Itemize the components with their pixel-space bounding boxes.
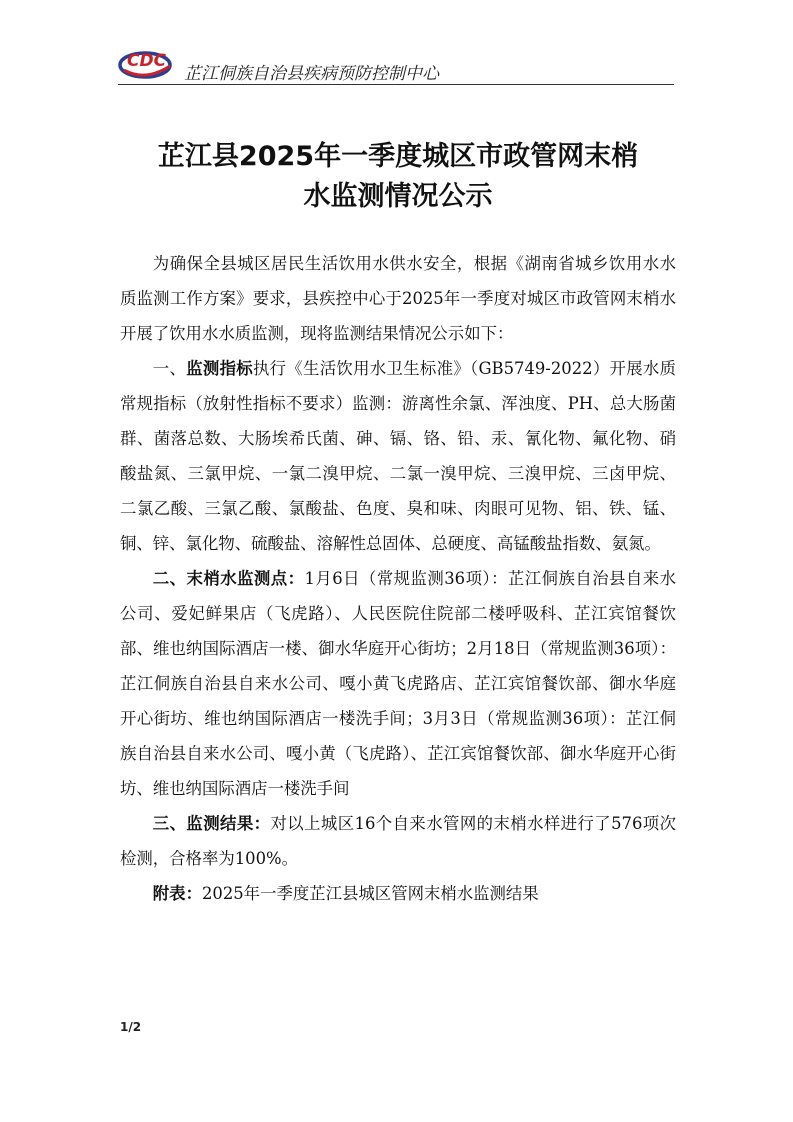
intro-paragraph: 为确保全县城区居民生活饮用水供水安全，根据《湖南省城乡饮用水水质监测工作方案》要求，县疾控中心于2025年一季度对城区市政管网末梢水开展了饮用水水质监测，现将监测结果情况公示如下： [120, 254, 676, 343]
title-line-2: 水监测情况公示 [303, 181, 493, 212]
document-body [120, 246, 676, 911]
appendix-text: 2025年一季度芷江县城区管网末梢水监测结果 [201, 884, 539, 903]
section-indicators [120, 351, 676, 561]
document-title [120, 137, 676, 217]
section-1-prefix: 一、 [152, 359, 187, 378]
section-1-heading: 监测指标 [186, 359, 253, 378]
appendix-line [120, 876, 676, 911]
section-3-text: 对以上城区16个自来水管网的末梢水样进行了576项次检测，合格率为100%。 [120, 814, 677, 868]
cdc-logo-icon [118, 40, 180, 82]
page-number: 1/2 [120, 1020, 142, 1034]
header-divider [118, 84, 674, 85]
section-2-text: 1月6日（常规监测36项）：芷江侗族自治县自来水公司、爱妃鲜果店（飞虎路）、人民医院住院部二楼呼吸科、芷江宾馆餐饮部、维也纳国际酒店一楼、御水华庭开心街坊；2月18日（常规监测36项）：芷江侗族自治县自来水公司、嘎小黄飞虎路店、芷江宾馆餐饮部、御水华庭开心街坊、维也纳国际酒店一楼洗手间；3月3日（常规监测36项）：芷江侗族自治县自来水公司、嘎小黄（飞虎路）、芷江宾馆餐饮部、御水华庭开心街坊、维也纳国际酒店一楼洗手间 [120, 569, 676, 798]
section-results [120, 806, 676, 876]
page-header [118, 40, 674, 86]
section-1-text: 执行《生活饮用水卫生标准》（GB5749-2022）开展水质常规指标（放射性指标不要求）监测：游离性余氯、浑浊度、PH、总大肠菌群、菌落总数、大肠埃希氏菌、砷、镉、铬、铅、汞、氰化物、氟化物、硝酸盐氮、三氯甲烷、一氯二溴甲烷、二氯一溴甲烷、三溴甲烷、三卤甲烷、二氯乙酸、三氯乙酸、氯酸盐、色度、臭和味、肉眼可见物、铝、铁、锰、铜、锌、氯化物、硫酸盐、溶解性总固体、总硬度、高锰酸盐指数、氨氮。 [120, 359, 677, 553]
section-monitoring-points [120, 561, 676, 806]
title-line-1: 芷江县2025年一季度城区市政管网末梢 [157, 141, 639, 172]
appendix-label: 附表： [152, 884, 202, 903]
section-2-heading: 二、末梢水监测点： [152, 569, 305, 588]
logo-letters: CDC [127, 51, 167, 71]
organization-name: 芷江侗族自治县疾病预防控制中心 [184, 64, 439, 84]
section-3-heading: 三、监测结果： [152, 814, 271, 833]
